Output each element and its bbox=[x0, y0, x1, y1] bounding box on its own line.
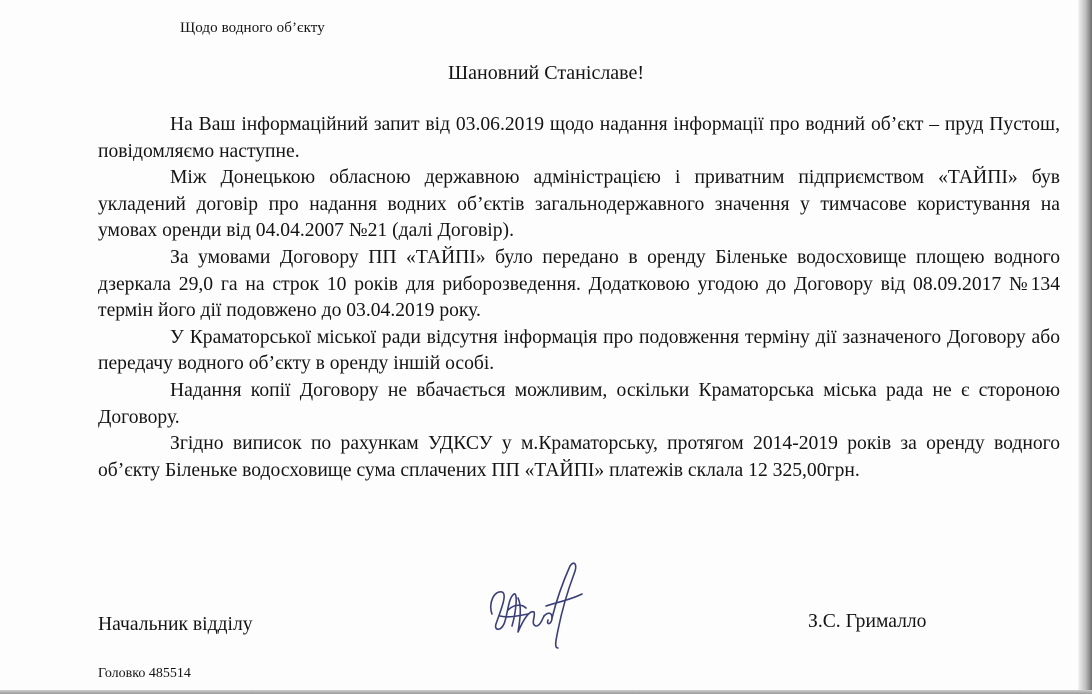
paragraph-contract: Між Донецькою обласною державною адміністрацією і приватним підприємством «ТАЙПІ» був укладений договір про надання водних об’єктів загальнодержавного значення у тимчасове користування на умовах оренди від 04.04.2007 №21 (далі Договір). bbox=[98, 167, 1060, 242]
paragraph-request: На Ваш інформаційний запит від 03.06.2019 щодо надання інформації про водний об’єкт – пруд Пустош, повідомляємо наступне. bbox=[98, 114, 1060, 162]
scan-edge-shadow bbox=[1078, 0, 1092, 694]
letter-subject: Щодо водного об’єкту bbox=[180, 20, 325, 36]
paragraph-no-info: У Краматорської міської ради відсутня інформація про подовження терміну дії зазначеного Договору або передачу водного об’єкту в оренду іншій особі. bbox=[98, 326, 1060, 375]
signatory-name: З.С. Грималло bbox=[808, 611, 927, 632]
letter-salutation: Шановний Станіславе! bbox=[447, 62, 645, 84]
executor-note: Головко 485514 bbox=[98, 666, 191, 681]
signatory-role: Начальник відділу bbox=[98, 614, 253, 635]
paragraph-payments: Згідно виписок по рахункам УДКСУ у м.Краматорську, протягом 2014-2019 років за оренду водного об’єкту Біленьке водосховище сума сплачених ПП «ТАЙПІ» платежів склала 12 325,00грн. bbox=[98, 433, 1060, 481]
handwritten-signature bbox=[478, 554, 590, 650]
scan-bottom-edge bbox=[0, 690, 1092, 694]
paragraph-lease-terms: За умовами Договору ПП «ТАЙПІ» було передано в оренду Біленьке водосховище площею водного дзеркала 29,0 га на строк 10 років для риборозведення. Додатковою угодою до Договору від 08.09.2017 №134 термін його дії подовжено до 03.04.2019 року. bbox=[98, 246, 1060, 322]
paragraph-copy: Надання копії Договору не вбачається можливим, оскільки Краматорська міська рада не є стороною Договору. bbox=[98, 379, 1060, 428]
letter-body bbox=[98, 112, 1060, 484]
